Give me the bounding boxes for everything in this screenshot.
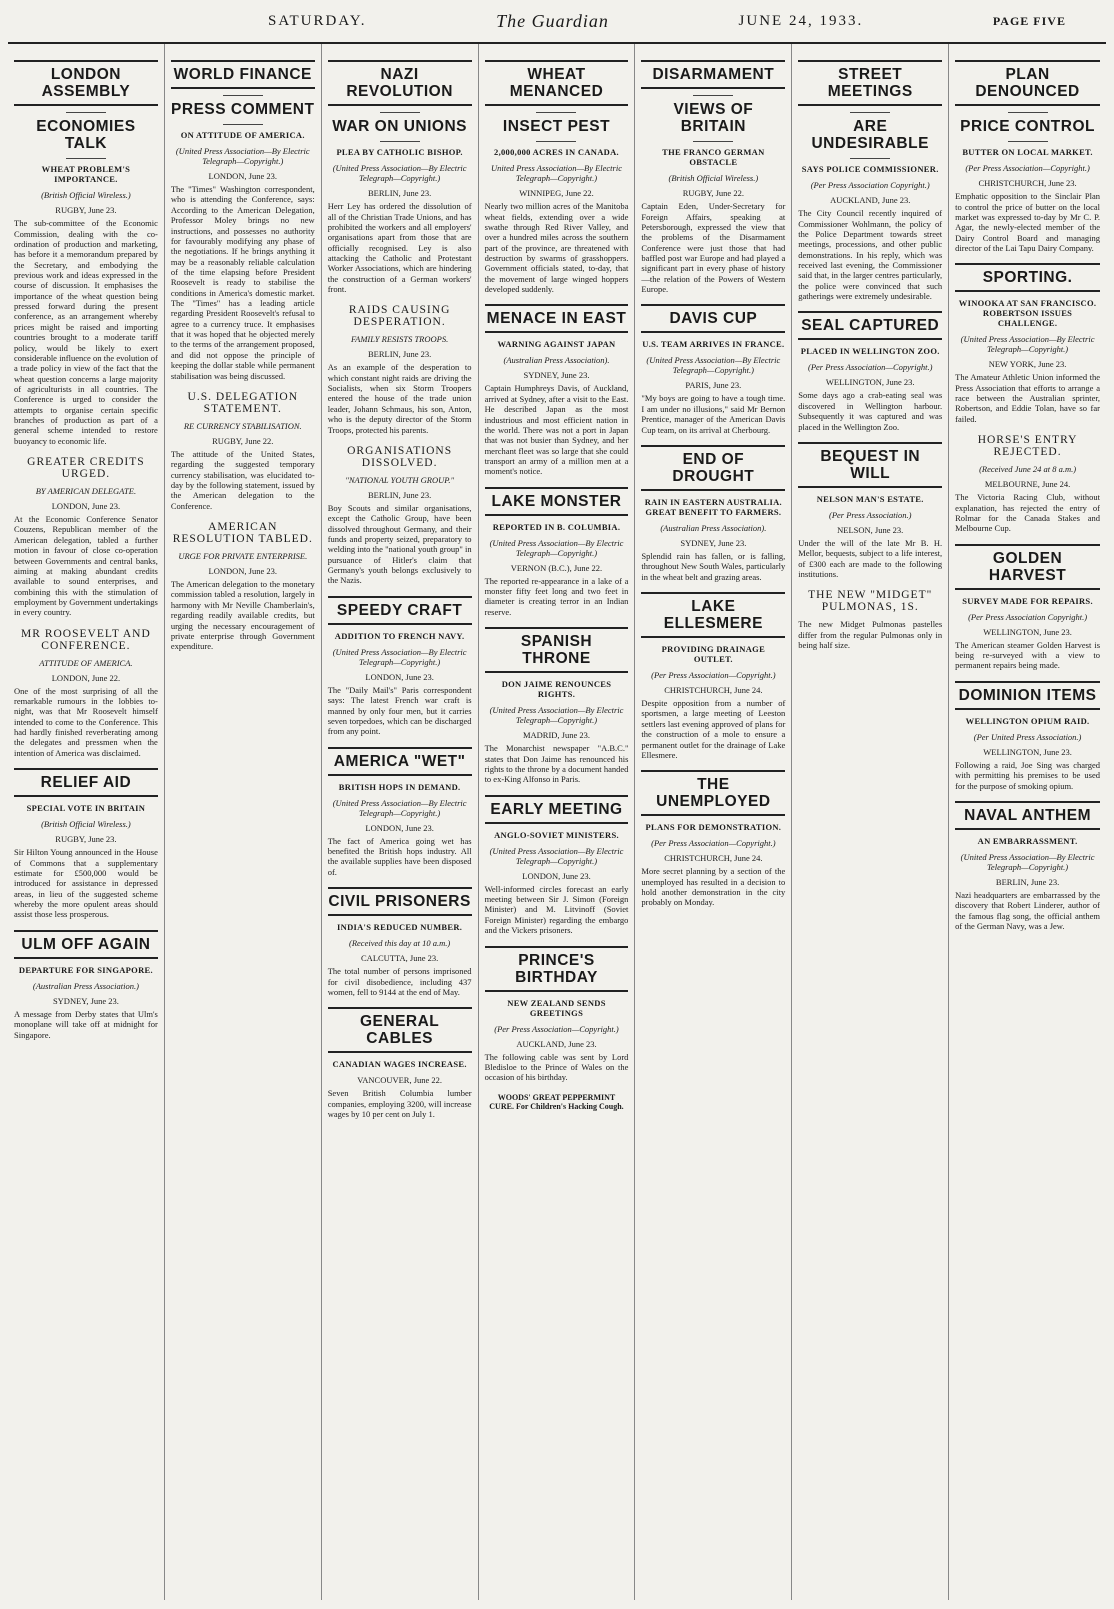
story-credit: (Per Press Association Copyright.) — [810, 180, 930, 191]
story-body: The attitude of the United States, regarding the suggested temporary currency stabilisation, was elucidated to-day by the following statement, issued by the American delegation to the Conference. — [170, 448, 315, 511]
masthead-date: JUNE 24, 1933. — [738, 12, 864, 29]
story-credit: BY AMERICAN DELEGATE. — [35, 486, 137, 497]
story-headline: GENERAL CABLES — [328, 1007, 472, 1053]
story-dateline: CHRISTCHURCH, June 23. — [978, 178, 1077, 189]
story-dateline: WELLINGTON, June 23. — [983, 626, 1072, 637]
story-headline: RELIEF AID — [14, 768, 158, 797]
story-deck: ORGANISATIONS DISSOLVED. — [347, 444, 453, 469]
story-dateline: BERLIN, June 23. — [367, 489, 432, 500]
story-headline: PRINCE'S BIRTHDAY — [485, 946, 629, 992]
story-body: Seven British Columbia lumber companies, employing 3200, will increase wages by 10 per cent on July 1. — [327, 1088, 472, 1120]
news-story — [955, 681, 1100, 791]
story-dateline: NEW YORK, June 23. — [988, 359, 1067, 370]
story-deck: NELSON MAN'S ESTATE. — [816, 494, 924, 504]
news-story — [171, 391, 315, 511]
story-credit: (Australian Press Association). — [660, 522, 767, 533]
story-deck: AMERICAN RESOLUTION TABLED. — [172, 521, 313, 546]
story-deck: THE NEW "MIDGET" PULMONAS, 1S. — [808, 589, 933, 614]
story-body: Captain Eden, Under-Secretary for Foreign Affairs, speaking at Petersborough, expressed the view that the problems of the Disarmament Conference were just those that had baffled post war Europe and had played a significant part in every phase of history—the relation of the Powers of Western Europe. — [641, 201, 786, 295]
story-headline: WHEAT MENANCED — [485, 60, 629, 106]
separator-rule — [223, 124, 263, 125]
story-credit: (United Press Association—By Electric Telegraph—Copyright.) — [489, 537, 624, 558]
story-body: The "Times" Washington correspondent, who is attending the Conference, says: According to the American Delegation, Professor Moley brings no new instructions, and possesses no authority for favourably modifying any phase of the negotiations. If he brings anything it may be a reasonably reliable calculation of the time elapsing before President Roosevelt is ready to stabilise the conditions in America's domestic market. The "Times" has a leading article regarding President Roosevelt's refusal to agree to a currency truce. It emphasises that it was hoped that he objected merely to the terms of the arrangement proposed, and did not oppose the principle of keeping the dollar stable while permanent stabilisation was being discussed. — [170, 184, 315, 381]
story-credit: (British Official Wireless.) — [41, 190, 131, 201]
news-story — [485, 795, 629, 936]
story-deck: SPECIAL VOTE IN BRITAIN — [26, 803, 146, 814]
news-column — [322, 44, 479, 1600]
masthead — [8, 0, 1106, 44]
story-dateline: BERLIN, June 23. — [367, 349, 432, 360]
story-credit: (Received June 24 at 8 a.m.) — [979, 464, 1077, 475]
separator-rule — [536, 112, 576, 113]
story-headline: EARLY MEETING — [485, 795, 629, 824]
story-subhead: INSECT PEST — [502, 118, 611, 136]
story-deck: WARNING AGAINST JAPAN — [497, 339, 616, 350]
news-story — [798, 60, 942, 301]
story-headline: DAVIS CUP — [641, 304, 785, 333]
news-story — [955, 801, 1100, 931]
separator-rule — [66, 158, 106, 159]
separator-rule — [693, 141, 733, 142]
news-story — [328, 445, 472, 586]
story-credit: (Per Press Association—Copyright.) — [807, 362, 933, 373]
story-dateline: BERLIN, June 23. — [995, 876, 1060, 887]
story-deck: GREATER CREDITS URGED. — [27, 456, 145, 481]
story-deck: DEPARTURE FOR SINGAPORE. — [18, 964, 153, 975]
news-columns — [8, 44, 1106, 1600]
story-body: At the Economic Conference Senator Couzens, Republican member of the American delegation, tabled a further motion in favour of close co-operation between Governments and central banks, aiming at making abundant credits available to sound enterprises, and combining this with the stimulation of employment by Government undertakings in every country. — [14, 514, 158, 618]
news-column — [8, 44, 165, 1600]
news-story — [328, 60, 472, 294]
separator-rule — [693, 95, 733, 96]
story-credit: (United Press Association—By Electric Telegraph—Copyright.) — [332, 646, 467, 667]
story-dateline: SYDNEY, June 23. — [680, 537, 747, 548]
story-credit: (United Press Association—By Electric Telegraph—Copyright.) — [646, 355, 781, 376]
story-body: Following a raid, Joe Sing was charged with permitting his premises to be used for the purpose of smoking opium. — [955, 759, 1100, 791]
story-headline: GOLDEN HARVEST — [955, 544, 1100, 590]
story-credit: (United Press Association—By Electric Telegraph—Copyright.) — [489, 705, 624, 726]
separator-rule — [223, 95, 263, 96]
story-credit: (Received this day at 10 a.m.) — [349, 938, 451, 949]
story-headline: CIVIL PRISONERS — [328, 887, 472, 916]
story-dateline: SYDNEY, June 23. — [523, 370, 590, 381]
story-dateline: AUCKLAND, June 23. — [830, 195, 911, 206]
story-headline: THE UNEMPLOYED — [641, 770, 785, 816]
story-dateline: VANCOUVER, June 22. — [357, 1075, 443, 1086]
story-headline: NAVAL ANTHEM — [955, 801, 1100, 830]
story-headline: SPANISH THRONE — [485, 627, 629, 673]
story-deck: SURVEY MADE FOR REPAIRS. — [962, 595, 1093, 606]
news-column — [792, 44, 949, 1600]
story-body: Despite opposition from a number of sportsmen, a large meeting of Leeston settlers last evening approved of plans for the construction of a mole to ensure a permanent outlet for the drainage of Lake Ellesmere. — [641, 698, 786, 760]
story-dateline: PARIS, June 23. — [685, 380, 742, 391]
news-story — [798, 589, 942, 650]
story-body: A message from Derby states that Ulm's monoplane will take off at midnight for Singapore. — [14, 1008, 158, 1040]
story-credit: URGE FOR PRIVATE ENTERPRISE. — [178, 551, 308, 562]
news-story — [641, 445, 785, 582]
story-body: The City Council recently inquired of Commissioner Wohlmann, the policy of the Police Department towards street meetings, processions, and other public demonstrations. In his reply, which was received last evening, the Commissioner said that, in the larger centres particularly, the police were convinced that such gatherings were extremely undesirable. — [798, 208, 943, 302]
story-credit: (Per Press Association—Copyright.) — [965, 163, 1090, 174]
news-story — [485, 627, 629, 785]
masthead-day: SATURDAY. — [268, 12, 367, 29]
news-story — [14, 628, 158, 759]
separator-rule — [66, 112, 106, 113]
story-dateline: CHRISTCHURCH, June 24. — [664, 685, 763, 696]
story-credit: (Australian Press Association). — [503, 355, 610, 366]
story-headline: STREET MEETINGS — [798, 60, 942, 106]
story-headline: MENACE IN EAST — [485, 304, 629, 333]
story-deck: U.S. TEAM ARRIVES IN FRANCE. — [642, 339, 785, 350]
separator-rule — [536, 141, 576, 142]
story-dateline: RUGBY, June 22. — [212, 435, 274, 446]
story-deck: THE FRANCO GERMAN OBSTACLE — [662, 147, 765, 168]
story-body: Boy Scouts and similar organisations, except the Catholic Group, have been dissolved throughout Germany, and their funds and property seized, preparatory to welding into the "national youth group" in pursuance of Hitler's claim that Germany's youth belongs exclusively to the Nazis. — [327, 502, 472, 586]
story-body: Nearly two million acres of the Manitoba wheat fields, extending over a wide swathe through Red River Valley, and over a hundred miles across the southern part of the province, are threatened with destruction by swarms of grasshoppers. Government officials stated, to-day, that the movement of large winged hoppers developed suddenly. — [484, 201, 629, 295]
story-dateline: WINNIPEG, June 22. — [519, 188, 594, 199]
story-headline: ULM OFF AGAIN — [14, 930, 158, 959]
story-deck: INDIA'S REDUCED NUMBER. — [337, 922, 463, 933]
story-deck: WELLINGTON OPIUM RAID. — [965, 715, 1090, 726]
news-story — [955, 544, 1100, 671]
story-dateline: RUGBY, June 23. — [55, 834, 117, 845]
story-subhead: WAR ON UNIONS — [332, 118, 468, 136]
news-story — [641, 304, 785, 434]
story-deck: 2,000,000 ACRES IN CANADA. — [494, 147, 619, 158]
story-headline: LAKE ELLESMERE — [641, 592, 785, 638]
story-deck: PLACED IN WELLINGTON ZOO. — [800, 346, 940, 357]
story-subhead: PRICE CONTROL — [960, 118, 1095, 136]
story-credit: (Per Press Association.) — [829, 510, 912, 520]
story-dateline: LONDON, June 23. — [365, 671, 434, 682]
story-dateline: WELLINGTON, June 23. — [983, 746, 1072, 757]
story-deck: DON JAIME RENOUNCES RIGHTS. — [501, 679, 612, 700]
separator-rule — [1008, 141, 1048, 142]
story-subhead: ECONOMIES TALK — [36, 118, 136, 153]
story-credit: (British Official Wireless.) — [668, 173, 759, 184]
news-story — [171, 521, 315, 652]
story-credit: (United Press Association—By Electric Telegraph—Copyright.) — [332, 797, 467, 818]
news-story — [485, 487, 629, 617]
story-body: More secret planning by a section of the unemployed has resulted in a decision to hold another demonstration in the city probably on Monday. — [641, 866, 786, 908]
story-deck: HORSE'S ENTRY REJECTED. — [977, 434, 1078, 459]
story-headline: PLAN DENOUNCED — [955, 60, 1100, 106]
story-body: The Victoria Racing Club, without explanation, has rejected the entry of Rolmar for the Canada Stakes and Melbourne Cup. — [955, 492, 1100, 534]
news-story — [485, 60, 629, 294]
story-dateline: WELLINGTON, June 23. — [825, 377, 915, 388]
story-credit: FAMILY RESISTS TROOPS. — [351, 334, 449, 345]
news-story — [485, 1093, 629, 1111]
story-deck: MR ROOSEVELT AND CONFERENCE. — [21, 627, 151, 652]
story-credit: "NATIONAL YOUTH GROUP." — [345, 474, 455, 485]
story-body: One of the most surprising of all the remarkable rumours in the lobbies to-night, was that Mr Roosevelt himself intended to come to the Conference. This had hardly finished reverberating among the delegates and pressmen when the intention of America was disclaimed. — [14, 685, 158, 758]
news-story — [14, 930, 158, 1040]
story-deck: RAIDS CAUSING DESPERATION. — [348, 304, 451, 329]
news-story — [14, 60, 158, 446]
story-credit: (United Press Association—By Electric Telegraph—Copyright.) — [175, 146, 310, 167]
story-deck: PLEA BY CATHOLIC BISHOP. — [336, 147, 463, 158]
story-headline: AMERICA "WET" — [328, 747, 472, 776]
story-body: The Amateur Athletic Union informed the Press Association that efforts to arrange a race between the Australian sprinter, Robertson, and Eddie Tolan, have so far failed. — [955, 372, 1100, 424]
story-deck: NEW ZEALAND SENDS GREETINGS — [507, 997, 606, 1018]
story-body: The American steamer Golden Harvest is being re-surveyed with a view to permanent repairs being made. — [955, 639, 1100, 671]
story-headline: END OF DROUGHT — [641, 445, 785, 491]
story-deck: SAYS POLICE COMMISSIONER. — [801, 164, 939, 175]
story-dateline: VERNON (B.C.), June 22. — [510, 562, 603, 573]
news-story — [798, 442, 942, 580]
news-story — [485, 946, 629, 1083]
news-story — [14, 456, 158, 618]
news-story — [14, 768, 158, 920]
story-dateline: BERLIN, June 23. — [367, 188, 432, 199]
story-dateline: CALCUTTA, June 23. — [361, 953, 439, 964]
story-credit: (British Official Wireless.) — [41, 819, 131, 830]
news-column — [479, 44, 636, 1600]
story-subhead: PRESS COMMENT — [171, 101, 315, 119]
story-dateline: MELBOURNE, June 24. — [984, 479, 1071, 490]
news-story — [171, 60, 315, 381]
story-credit: RE CURRENCY STABILISATION. — [183, 420, 302, 431]
story-body: Some days ago a crab-eating seal was discovered in Wellington harbour. Subsequently it was captured and was placed in the Wellington Zoo. — [798, 390, 943, 432]
story-headline: WORLD FINANCE — [171, 60, 315, 89]
story-subhead: VIEWS OF BRITAIN — [673, 101, 754, 136]
story-headline: LAKE MONSTER — [485, 487, 629, 516]
advertisement-text: WOODS' GREAT PEPPERMINT CURE. For Children's Hacking Cough. — [489, 1092, 624, 1111]
story-credit: (United Press Association—By Electric Telegraph—Copyright.) — [489, 845, 624, 866]
separator-rule — [380, 112, 420, 113]
story-dateline: LONDON, June 23. — [522, 870, 591, 881]
news-story — [955, 434, 1100, 533]
story-dateline: CHRISTCHURCH, June 24. — [664, 853, 763, 864]
story-dateline: RUGBY, June 23. — [55, 205, 117, 216]
story-headline: SPORTING. — [955, 263, 1100, 292]
story-dateline: RUGBY, June 22. — [682, 188, 744, 199]
story-headline: SPEEDY CRAFT — [328, 596, 472, 625]
story-body: The total number of persons imprisoned for civil disobedience, including 437 women, fell to 9144 at the end of May. — [327, 966, 472, 997]
news-story — [641, 770, 785, 908]
story-credit: (Per Press Association—Copyright.) — [651, 838, 776, 849]
separator-rule — [380, 141, 420, 142]
separator-rule — [1008, 112, 1048, 113]
news-story — [641, 60, 785, 294]
story-credit: (Per United Press Association.) — [973, 731, 1082, 742]
story-credit: (Per Press Association—Copyright.) — [651, 670, 776, 681]
news-story — [328, 747, 472, 877]
story-dateline: AUCKLAND, June 23. — [516, 1038, 597, 1049]
story-credit: (United Press Association—By Electric Telegraph—Copyright.) — [960, 334, 1095, 355]
story-body: Sir Hilton Young announced in the House of Commons that a supplementary estimate for £500,000 would be introduced for assistance in depressed areas, in lieu of the suggested scheme whereby the more opulent areas should assist those less prosperous. — [14, 847, 158, 920]
story-headline: DOMINION ITEMS — [955, 681, 1100, 710]
story-headline: DISARMAMENT — [641, 60, 785, 89]
story-body: The following cable was sent by Lord Bledisloe to the Prince of Wales on the occasion of his birthday. — [484, 1051, 629, 1083]
news-story — [328, 304, 472, 435]
story-headline: LONDON ASSEMBLY — [14, 60, 158, 106]
story-deck: ANGLO-SOVIET MINISTERS. — [494, 829, 619, 840]
story-body: Emphatic opposition to the Sinclair Plan to control the price of butter on the local market was expressed to-day by Mr C. P. Agar, the newly-elected member of the Dairy Control Board and managing director of the Lai Tapu Dairy Company. — [955, 191, 1100, 253]
news-story — [798, 311, 942, 431]
story-body: Herr Ley has ordered the dissolution of all of the Christian Trade Unions, and has prohibited the workers and all employers' organisations apart from those that are officially recognised. Ley is also attacking the Catholic and Protestant Worker Associations, which are hindering the construction of a German workers' front. — [327, 201, 472, 295]
story-deck: ADDITION TO FRENCH NAVY. — [334, 630, 465, 641]
story-body: The Monarchist newspaper "A.B.C." states that Don Jaime has renounced his rights to the throne by a document handed to ex-King Alfonso in Paris. — [484, 743, 629, 785]
story-deck: REPORTED IN B. COLUMBIA. — [492, 521, 621, 532]
story-deck: WINOOKA AT SAN FRANCISCO. ROBERTSON ISSUES CHALLENGE. — [958, 298, 1097, 329]
story-body: The new Midget Pulmonas pastelles differ from the regular Pulmonas only in being half size. — [798, 619, 943, 651]
story-dateline: LONDON, June 23. — [208, 566, 277, 577]
story-headline: NAZI REVOLUTION — [328, 60, 472, 106]
news-story — [955, 60, 1100, 253]
story-credit: ATTITUDE OF AMERICA. — [39, 657, 133, 668]
story-deck: PLANS FOR DEMONSTRATION. — [645, 822, 782, 833]
news-column — [165, 44, 322, 1600]
story-body: Well-informed circles forecast an early meeting between Sir J. Simon (Foreign Minister) and M. Litvinoff (Soviet Foreign Minister) regarding the embargo and the Vickers prisoners. — [484, 883, 629, 936]
news-story — [485, 304, 629, 476]
story-dateline: LONDON, June 23. — [208, 171, 277, 182]
story-subhead: ARE UNDESIRABLE — [811, 118, 929, 153]
story-dateline: LONDON, June 23. — [51, 501, 121, 512]
story-dateline: NELSON, June 23. — [837, 525, 904, 535]
story-dateline: MADRID, June 23. — [522, 730, 591, 741]
story-deck: BRITISH HOPS IN DEMAND. — [338, 781, 461, 792]
story-body: Under the will of the late Mr B. H. Mellor, bequests, subject to a life interest, of £300 each are made to the following institutions. — [798, 538, 943, 580]
story-deck: PROVIDING DRAINAGE OUTLET. — [661, 644, 766, 665]
story-body: Splendid rain has fallen, or is falling, throughout New South Wales, particularly in the wheat belt and grazing areas. — [641, 550, 786, 582]
story-body: The reported re-appearance in a lake of a monster fifty feet long and two feet in diameter is creating terror in an Indian reserve. — [484, 575, 629, 617]
separator-rule — [850, 112, 890, 113]
news-story — [641, 592, 785, 760]
story-body: The sub-committee of the Economic Commission, dealing with the co-ordination of production and marketing, has before it a memorandum prepared by the Secretary, and embodying the previous work and ideas expressed in the course of discussion. It emphasises the importance of the wheat question being pressed forward during the present conference, as an arrangement whereby prices might be raised and importing countries brought to a moderate tariff policy, would be likely to exert considerable influence on the evolution of a trade policy in view of the fact that the wheat question concerns a large majority of agriculturists in all countries. The Conference is urged to consider the attempts to organise certain specific branches of production as part of a general scheme intended to restore buoyancy to economic life. — [14, 218, 158, 446]
news-column — [949, 44, 1106, 1600]
story-deck: AN EMBARRASSMENT. — [977, 835, 1078, 846]
news-story — [328, 887, 472, 997]
story-body: Captain Humphreys Davis, of Auckland, arrived at Sydney, after a visit to the East. He described Japan as the most industrious and most efficient nation in the world. There was not a port in Japan that was not busier than Sydney, and her merchant fleet was so large that she could transport an army of a million men at a moment's notice. — [484, 383, 629, 477]
story-credit: (United Press Association—By Electric Telegraph—Copyright.) — [332, 163, 467, 184]
story-deck: CANADIAN WAGES INCREASE. — [332, 1059, 467, 1070]
separator-rule — [850, 158, 890, 159]
story-body: The "Daily Mail's" Paris correspondent says: The latest French war craft is manned by only four men, but it carries seven torpedoes, which can be discharged from any point. — [327, 684, 472, 737]
story-credit: (Per Press Association Copyright.) — [968, 611, 1088, 622]
news-story — [328, 596, 472, 737]
story-body: The American delegation to the monetary commission tabled a resolution, largely in harmony with Mr Neville Chamberlain's, regarding readily available credits, but urging the necessary encouragement of private enterprise through Government expenditure. — [170, 579, 315, 652]
story-body: The fact of America going wet has benefited the British hops industry. All the available supplies have been disposed of. — [327, 835, 472, 877]
news-column — [635, 44, 792, 1600]
story-headline: SEAL CAPTURED — [798, 311, 942, 340]
story-dateline: LONDON, June 22. — [51, 672, 121, 683]
story-dateline: SYDNEY, June 23. — [52, 995, 119, 1006]
story-deck: RAIN IN EASTERN AUSTRALIA. GREAT BENEFIT TO FARMERS. — [644, 496, 782, 517]
story-body: "My boys are going to have a tough time. I am under no illusions," said Mr Bernon Prentice, manager of the American Davis Cup team, on its arrival at Cherbourg. — [641, 393, 786, 435]
story-body: Nazi headquarters are embarrassed by the discovery that Robert Linderer, author of the famous flag song, the official anthem of the German Navy, was a Jew. — [955, 889, 1100, 931]
story-dateline: LONDON, June 23. — [365, 822, 434, 833]
story-credit: (Australian Press Association.) — [32, 980, 139, 991]
story-credit: (United Press Association—By Electric Telegraph—Copyright.) — [960, 851, 1095, 872]
masthead-paper-name: The Guardian — [496, 10, 609, 31]
story-credit: (Per Press Association—Copyright.) — [494, 1023, 619, 1034]
news-story — [955, 263, 1100, 424]
story-body: As an example of the desperation to which constant night raids are driving the Socialists, when six Storm Troopers entered the house of the trade union leader, Johann Schmaus, his son, Anton, who is the deputy director of the Storm Troops, protected his parents. — [327, 362, 472, 435]
story-headline: BEQUEST IN WILL — [798, 442, 942, 488]
story-deck: BUTTER ON LOCAL MARKET. — [962, 147, 1093, 158]
story-deck: WHEAT PROBLEM'S IMPORTANCE. — [41, 164, 131, 185]
story-credit: United Press Association—By Electric Telegraph—Copyright.) — [490, 163, 622, 184]
story-deck: U.S. DELEGATION STATEMENT. — [187, 390, 299, 415]
news-story — [328, 1007, 472, 1119]
story-deck: ON ATTITUDE OF AMERICA. — [180, 130, 305, 141]
masthead-page-number: PAGE FIVE — [992, 13, 1066, 28]
